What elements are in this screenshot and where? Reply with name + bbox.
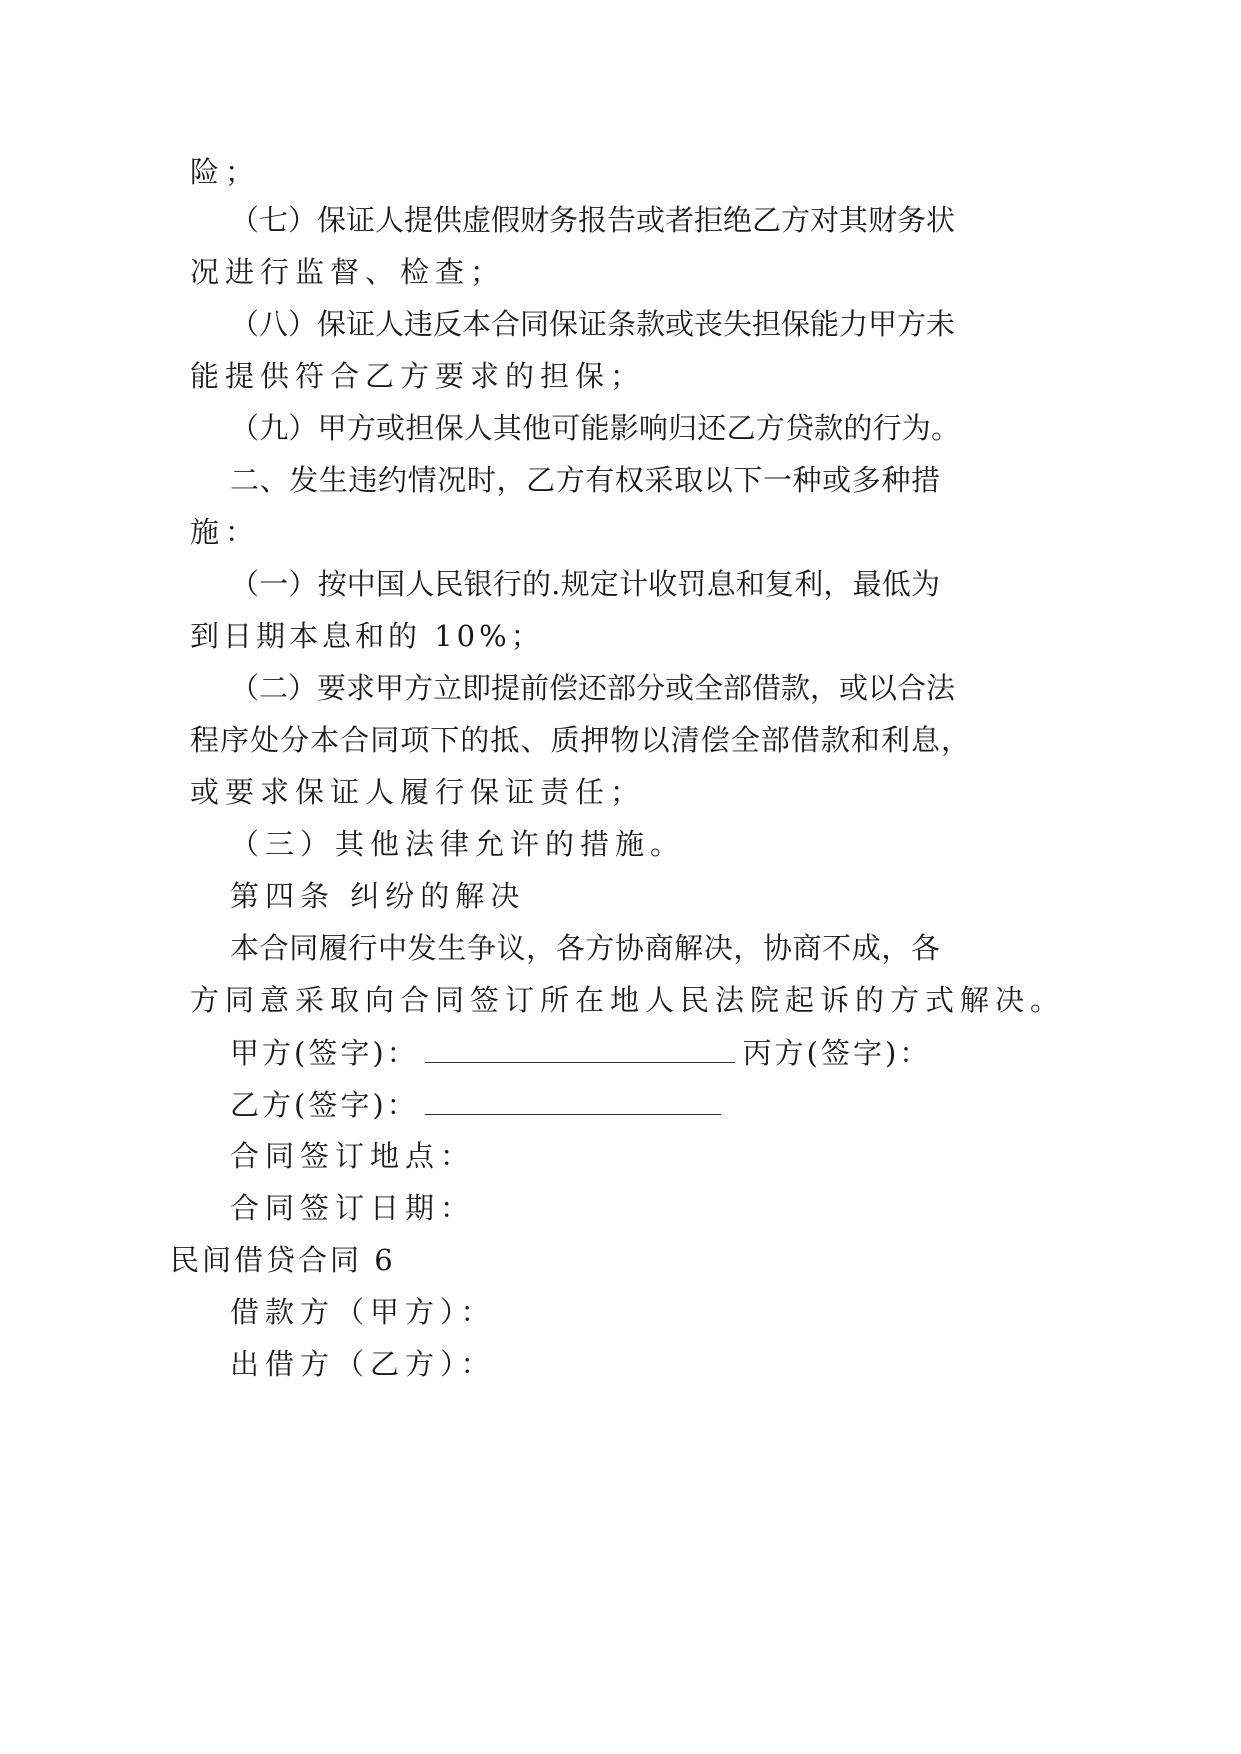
borrower-label: 借款方（甲方）： <box>230 1295 496 1329</box>
contract-place-label: 合同签订地点： <box>230 1139 476 1173</box>
paragraph-line: 施： <box>190 515 261 549</box>
paragraph-line: （三）其他法律允许的措施。 <box>230 827 686 861</box>
paragraph-line: （一）按中国人民银行的.规定计收罚息和复利，最低为 <box>230 567 940 601</box>
paragraph-line: （九）甲方或担保人其他可能影响归还乙方贷款的行为。 <box>230 411 960 445</box>
paragraph-line: （八）保证人违反本合同保证条款或丧失担保能力甲方未 <box>230 307 956 341</box>
lender-label: 出借方（乙方）： <box>230 1347 496 1381</box>
paragraph-line: 险； <box>190 155 261 189</box>
paragraph-line: （七）保证人提供虚假财务报告或者拒绝乙方对其财务状 <box>230 203 956 237</box>
paragraph-line: 能提供符合乙方要求的担保； <box>190 359 646 393</box>
party-b-signature-label: 乙方(签字)： <box>230 1088 419 1122</box>
paragraph-line: 本合同履行中发生争议，各方协商解决，协商不成，各 <box>230 931 940 965</box>
signature-row-b <box>230 1084 729 1125</box>
party-b-signature-field[interactable] <box>425 1084 721 1115</box>
paragraph-line: （二）要求甲方立即提前偿还部分或全部借款，或以合法 <box>230 671 956 705</box>
contract-date-label: 合同签订日期： <box>230 1191 476 1225</box>
party-c-signature-label: 丙方(签字)： <box>742 1036 932 1070</box>
paragraph-line: 到日期本息和的 10%； <box>190 619 544 653</box>
section-title: 民间借贷合同 6 <box>170 1243 396 1277</box>
paragraph-line: 程序处分本合同项下的抵、质押物以清偿全部借款和利息， <box>190 723 970 757</box>
party-a-signature-label: 甲方(签字)： <box>230 1036 419 1070</box>
signature-row-a-c <box>230 1032 931 1073</box>
paragraph-line: 方同意采取向合同签订所在地人民法院起诉的方式解决。 <box>190 983 1066 1017</box>
paragraph-line: 或要求保证人履行保证责任； <box>190 775 646 809</box>
party-a-signature-field[interactable] <box>425 1032 735 1063</box>
paragraph-line: 二、发生违约情况时，乙方有权采取以下一种或多种措 <box>230 463 940 497</box>
paragraph-line: 况进行监督、检查； <box>190 255 506 289</box>
article-heading: 第四条 纠纷的解决 <box>230 879 526 913</box>
